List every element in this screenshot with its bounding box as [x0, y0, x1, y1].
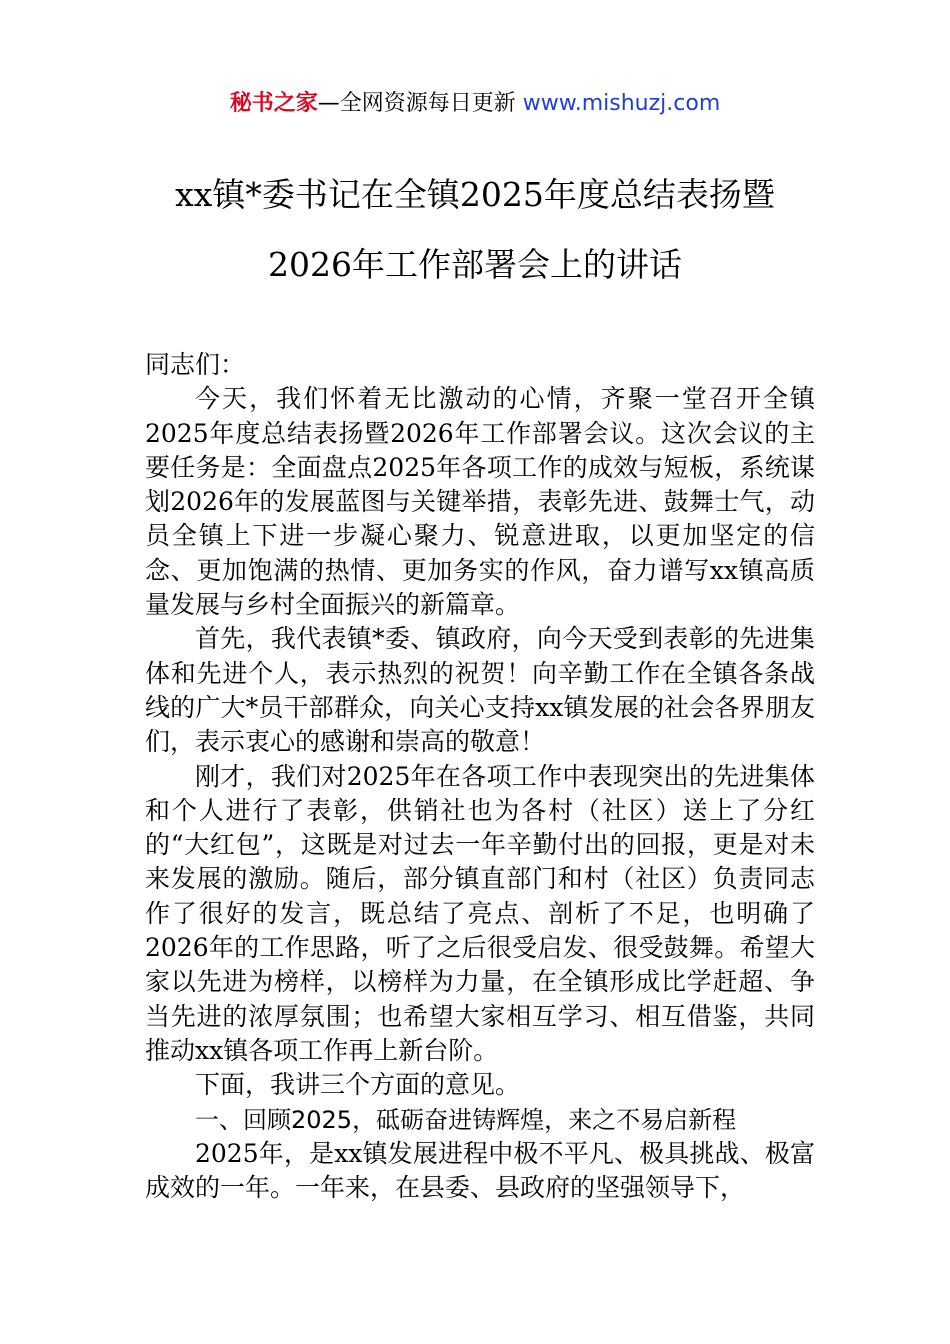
site-header	[0, 88, 950, 120]
document-title	[80, 160, 870, 300]
document-body	[145, 348, 815, 1205]
site-brand: 秘书之家	[229, 91, 318, 116]
salutation: 同志们：	[145, 350, 246, 379]
site-slogan: —全网资源每日更新	[317, 91, 523, 116]
section-heading: 一、回顾2025，砥砺奋进铸辉煌，来之不易启新程	[195, 1105, 737, 1134]
title-line-2: 2026年工作部署会上的讲话	[268, 245, 682, 284]
paragraph-opening: 今天，我们怀着无比激动的心情，齐聚一堂召开全镇2025年度总结表扬暨2026年工作部署会议。这次会议的主要任务是：全面盘点2025年各项工作的成效与短板，系统谋划2026年的发展蓝图与关键举措，表彰先进、鼓舞士气，动员全镇上下进一步凝心聚力、锐意进取，以更加坚定的信念、更加饱满的热情、更加务实的作风，奋力谱写xx镇高质量发展与乡村全面振兴的新篇章。	[145, 384, 815, 620]
paragraph-transition: 下面，我讲三个方面的意见。	[195, 1070, 521, 1100]
paragraph-review: 刚才，我们对2025年在各项工作中表现突出的先进集体和个人进行了表彰，供销社也为各村（社区）送上了分红的“大红包”，这既是对过去一年辛勤付出的回报，更是对未来发展的激励。随后，部分镇直部门和村（社区）负责同志作了很好的发言，既总结了亮点、剖析了不足，也明确了2026年的工作思路，听了之后很受启发、很受鼓舞。希望大家以先进为榜样，以榜样为力量，在全镇形成比学赶超、争当先进的浓厚氛围；也希望大家相互学习、相互借鉴，共同推动xx镇各项工作再上新台阶。	[145, 761, 815, 1065]
paragraph-thanks: 首先，我代表镇*委、镇政府，向今天受到表彰的先进集体和先进个人，表示热烈的祝贺！向辛勤工作在全镇各条战线的广大*员干部群众，向关心支持xx镇发展的社会各界朋友们，表示衷心的感谢和崇高的敬意！	[145, 624, 815, 757]
site-url-link[interactable]: www.mishuzj.com	[522, 91, 721, 116]
section-paragraph: 2025年，是xx镇发展进程中极不平凡、极具挑战、极富成效的一年。一年来，在县委、县政府的坚强领导下，	[145, 1138, 815, 1203]
title-line-1: xx镇*委书记在全镇2025年度总结表扬暨	[175, 175, 775, 214]
